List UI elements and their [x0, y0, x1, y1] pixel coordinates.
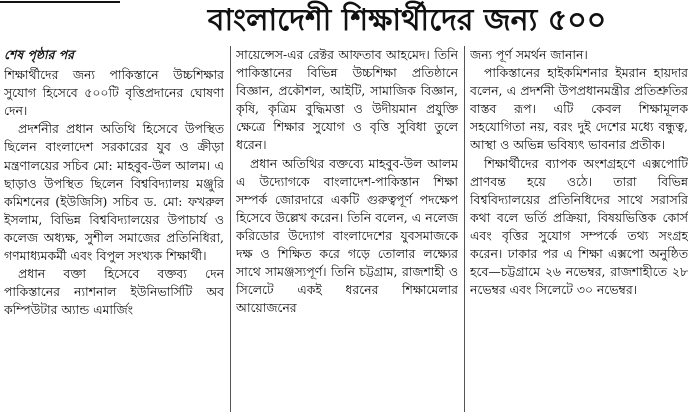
article-column-2 — [236, 46, 458, 412]
paragraph: জন্য পূর্ণ সমর্থন জানান। — [470, 47, 588, 62]
article-column-1 — [4, 46, 224, 412]
paragraph: শিক্ষার্থীদের জন্য পাকিস্তানে উচ্চশিক্ষার সুযোগ হিসেবে ৫০০টি বৃত্তিপ্রদানের ঘোষণা দেন। — [4, 67, 224, 119]
top-rule — [0, 1, 120, 3]
paragraph: সায়েন্সেস-এর রেক্টর আফতাব আহমেদ। তিনি পাকিস্তানের বিভিন্ন উচ্চশিক্ষা প্রতিষ্ঠানে বিজ্ঞান, প্রকৌশল, আইটি, সামাজিক বিজ্ঞান, কৃষি, কৃত্রিম বুদ্ধিমত্তা ও উদীয়মান প্রযুক্তি ক্ষেত্রে শিক্ষার সুযোগ ও বৃত্তি সুবিধা তুলে ধরেন। — [236, 47, 458, 153]
headline: বাংলাদেশী শিক্ষার্থীদের জন্য ৫০০ — [207, 3, 607, 38]
paragraph: প্রধান বক্তা হিসেবে বক্তব্য দেন পাকিস্তানের ন্যাশনাল ইউনিভার্সিটি অব কম্পিউটার অ্যান্ড এমার্জিং — [4, 266, 224, 318]
paragraph: পাকিস্তানের হাইকমিশনার ইমরান হায়দার বলেন, এ প্রদর্শনী উপপ্রধানমন্ত্রীর প্রতিশ্রুতির বাস্তব রূপ। এটি কেবল শিক্ষামূলক সহযোগিতা নয়, বরং দুই দেশের মধ্যে বন্ধুত্ব, আস্থা ও অভিন্ন ভবিষ্যৎ ভাবনার প্রতীক। — [470, 65, 688, 153]
article-column-3 — [470, 46, 688, 412]
continued-label: শেষ পৃষ্ঠার পর — [4, 47, 74, 62]
column-divider — [230, 46, 231, 412]
paragraph: প্রধান অতিথির বক্তব্যে মাহবুব-উল আলম এ উদ্যোগকে বাংলাদেশ-পাকিস্তান শিক্ষা সম্পর্ক জোরদারে একটি গুরুত্বপূর্ণ পদক্ষেপ হিসেবে উল্লেখ করেন। তিনি বলেন, এ নলেজ করিডোর উদ্যোগ বাংলাদেশের যুবসমাজকে দক্ষ ও শিক্ষিত করে গড়ে তোলার লক্ষ্যের সাথে সামঞ্জস্যপূর্ণ। তিনি চট্টগ্রাম, রাজশাহী ও সিলেটে একই ধরনের শিক্ষামেলার আয়োজনের — [236, 155, 458, 316]
paragraph: শিক্ষার্থীদের ব্যাপক অংশগ্রহণে এক্সপোটি প্রাণবন্ত হয়ে ওঠে। তারা বিভিন্ন বিশ্ববিদ্যালয়ের প্রতিনিধিদের সাথে সরাসরি কথা বলে ভর্তি প্রক্রিয়া, বিষয়ভিত্তিক কোর্স এবং বৃত্তির সুযোগ সম্পর্কে তথ্য সংগ্রহ করেন। ঢাকার পর এ শিক্ষা এক্সপো অনুষ্ঠিত হবে—চট্টগ্রামে ২৬ নভেম্বর, রাজশাহীতে ২৮ নভেম্বর এবং সিলেটে ৩০ নভেম্বর। — [470, 155, 688, 298]
column-divider — [464, 46, 465, 412]
paragraph: প্রদর্শনীর প্রধান অতিথি হিসেবে উপস্থিত ছিলেন বাংলাদেশ সরকারের যুব ও ক্রীড়া মন্ত্রণালয়ের সচিব মো: মাহবুব-উল আলম। এ ছাড়াও উপস্থিত ছিলেন বিশ্ববিদ্যালয় মঞ্জুরি কমিশনের (ইউজিসি) সচিব ড. মো: ফখরুল ইসলাম, বিভিন্ন বিশ্ববিদ্যালয়ের উপাচার্য ও কলেজ অধ্যক্ষ, সুশীল সমাজের প্রতিনিধিরা, গণমাধ্যমকর্মী এবং বিপুল সংখ্যক শিক্ষার্থী। — [4, 121, 224, 264]
